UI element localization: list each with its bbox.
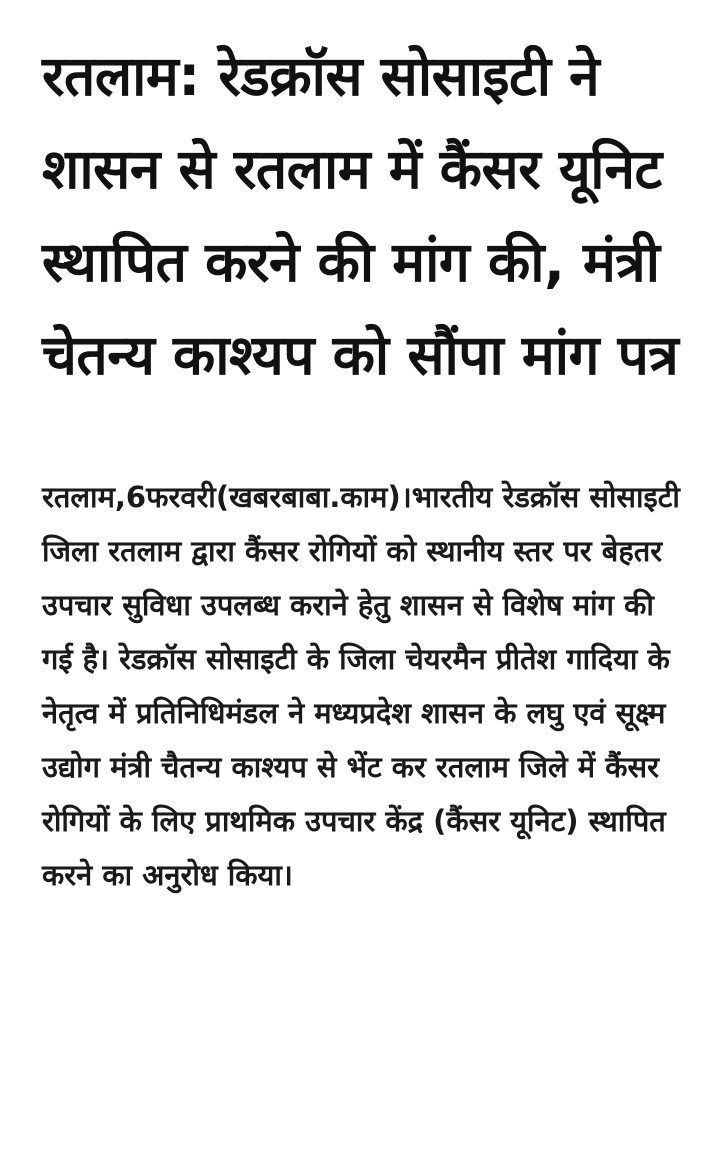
article-headline: रतलाम: रेडक्रॉस सोसाइटी ने शासन से रतलाम में कैंसर यूनिट स्थापित करने की मांग की, मंत्री चेतन्य काश्यप को सौंपा मांग पत्र	[42, 44, 679, 387]
article-body: रतलाम,6फरवरी(खबरबाबा.काम)।भारतीय रेडक्रॉस सोसाइटी जिला रतलाम द्वारा कैंसर रोगियों को स्थानीय स्तर पर बेहतर उपचार सुविधा उपलब्ध कराने हेतु शासन से विशेष मांग की गई है। रेडक्रॉस सोसाइटी के जिला चेयरमैन प्रीतेश गादिया के नेतृत्व में प्रतिनिधिमंडल ने मध्यप्रदेश शासन के लघु एवं सूक्ष्म उद्योग मंत्री चैतन्य काश्यप से भेंट कर रतलाम जिले में कैंसर रोगियों के लिए प्राथमिक उपचार केंद्र (कैंसर यूनिट) स्थापित करने का अनुरोध किया।	[42, 480, 680, 892]
news-article	[42, 30, 692, 902]
